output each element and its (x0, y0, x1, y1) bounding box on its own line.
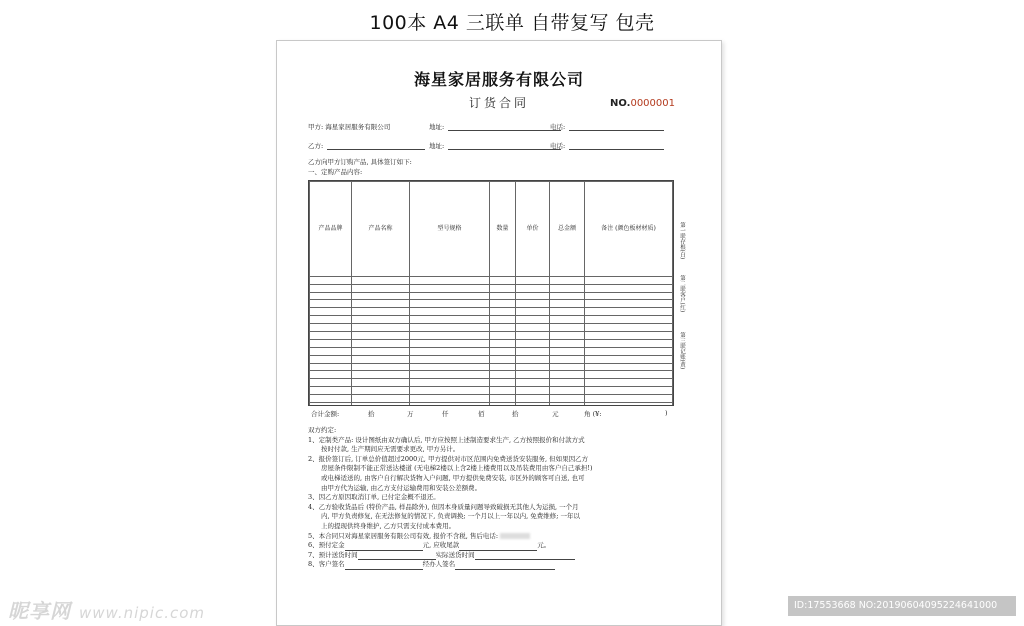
header-remarks: 备注 (颜色板材材质) (585, 182, 673, 277)
party-b-address: 地址: (429, 142, 561, 150)
table-cell (352, 387, 410, 395)
table-cell (410, 324, 490, 332)
header-qty: 数量 (490, 182, 516, 277)
after-sales-line: 5、本合同只对海星家居服务有限公司有效, 报价不含税, 售后电话: (308, 532, 680, 542)
table-cell (310, 395, 352, 403)
table-cell (310, 339, 352, 347)
table-cell (585, 308, 673, 316)
table-cell (516, 395, 550, 403)
table-cell (516, 339, 550, 347)
table-row (310, 355, 673, 363)
party-b-phone: 电话: (550, 142, 664, 150)
table-cell (310, 371, 352, 379)
table-cell (516, 371, 550, 379)
table-row (310, 324, 673, 332)
table-cell (410, 276, 490, 284)
table-cell (585, 379, 673, 387)
table-cell (310, 292, 352, 300)
table-cell (310, 332, 352, 340)
table-cell (516, 308, 550, 316)
table-cell (550, 387, 585, 395)
table-cell (352, 300, 410, 308)
contract-terms: 双方约定: 1、定制类产品: 设计图纸由双方确认后, 甲方应按照上述制造要求生产, 乙方按照报价和付款方式 按时付款, 生产期间应无需要求更改, 甲方另计。 2、报价签订后, 订单总价值超过2000元, 甲方提供对市区范围内免费送货安装服务, 但如果因乙方 房屋条件限制不能正常送达楼道 (无电梯2楼以上含2楼上楼费用以及吊装费用由客户自己承担!) 或电梯适送的, 由客户自行解决货物入户问题, 甲方提供免费安装, 市区外的顾客可自送, 也可 由甲方代为运输, 由乙方支付运输费用和安装公差额费。 3、因乙方原因取消订单, 已付定金概不退还。 4、乙方验收货品后 (特价产品, 样品除外), 但因本身质量问题导致破损无其他人为运损, 一个月 内, 甲方负责修复, 在无法修复的情况下, 负责调换; 一个月以上一年以内, 免费维修; 一年以 上的提现供终身维护, 乙方只需支付成本费用。 5、本合同只对海星家居服务有限公司有效, 报价不含税, 售后电话: 6、预付定金 元, 应收尾款 元。 7、预计送货时间 实际送货时间 8、客户签名 经办人签名 (308, 426, 680, 570)
delivery-line: 7、预计送货时间 实际送货时间 (308, 551, 680, 561)
table-cell (490, 371, 516, 379)
order-form-sheet (276, 40, 722, 626)
table-cell (516, 284, 550, 292)
table-cell (410, 308, 490, 316)
table-cell (550, 308, 585, 316)
table-cell (352, 284, 410, 292)
table-cell (410, 363, 490, 371)
table-cell (352, 332, 410, 340)
table-cell (550, 355, 585, 363)
table-cell (310, 308, 352, 316)
total-amount-row: 合计金额: 拾 万 仟 佰 拾 元 角 (¥: ) (308, 405, 674, 420)
table-cell (490, 332, 516, 340)
party-a-address: 地址: (429, 123, 561, 131)
table-cell (516, 316, 550, 324)
table-cell (585, 292, 673, 300)
table-cell (516, 387, 550, 395)
table-cell (516, 379, 550, 387)
table-cell (410, 292, 490, 300)
table-cell (410, 332, 490, 340)
table-row (310, 371, 673, 379)
watermark-id-bar: ID:17553668 NO:20190604095224641000 (788, 596, 1016, 616)
table-cell (490, 276, 516, 284)
table-cell (490, 284, 516, 292)
table-row (310, 284, 673, 292)
table-row (310, 363, 673, 371)
table-cell (585, 324, 673, 332)
table-cell (490, 363, 516, 371)
table-cell (352, 395, 410, 403)
table-cell (516, 355, 550, 363)
table-cell (585, 332, 673, 340)
table-cell (550, 379, 585, 387)
table-cell (585, 387, 673, 395)
table-cell (310, 300, 352, 308)
table-cell (352, 292, 410, 300)
table-cell (490, 316, 516, 324)
copy-label-1: 第一联存根(白) (679, 222, 685, 260)
table-cell (310, 347, 352, 355)
deposit-line: 6、预付定金 元, 应收尾款 元。 (308, 541, 551, 550)
intro-text: 乙方向甲方订购产品, 具体签订如下: (308, 158, 412, 166)
table-cell (550, 284, 585, 292)
header-name: 产品名称 (352, 182, 410, 277)
signature-line: 8、客户签名 经办人签名 (308, 560, 680, 570)
table-cell (310, 284, 352, 292)
table-cell (516, 300, 550, 308)
table-cell (550, 371, 585, 379)
table-cell (490, 347, 516, 355)
header-price: 单价 (516, 182, 550, 277)
table-row (310, 300, 673, 308)
table-cell (490, 379, 516, 387)
table-cell (410, 339, 490, 347)
table-cell (310, 387, 352, 395)
table-cell (410, 371, 490, 379)
table-cell (490, 300, 516, 308)
table-cell (585, 316, 673, 324)
header-total: 总金额 (550, 182, 585, 277)
product-banner: 100本 A4 三联单 自带复写 包壳 (369, 12, 655, 34)
section-heading: 一、定购产品内容: (308, 168, 363, 176)
table-cell (550, 332, 585, 340)
table-cell (550, 339, 585, 347)
table-cell (352, 308, 410, 316)
table-cell (410, 387, 490, 395)
watermark-logo: 昵享网 www.nipic.com (8, 599, 205, 623)
table-cell (352, 324, 410, 332)
table-cell (550, 347, 585, 355)
table-cell (550, 276, 585, 284)
table-cell (516, 324, 550, 332)
table-row (310, 276, 673, 284)
table-cell (352, 316, 410, 324)
table-cell (490, 339, 516, 347)
table-cell (516, 347, 550, 355)
table-cell (585, 363, 673, 371)
table-cell (585, 276, 673, 284)
table-cell (410, 355, 490, 363)
table-cell (410, 379, 490, 387)
table-row (310, 387, 673, 395)
table-cell (310, 276, 352, 284)
table-cell (550, 292, 585, 300)
party-a-row: 甲方: 海星家居服务有限公司 (308, 123, 391, 131)
table-cell (585, 300, 673, 308)
table-cell (516, 276, 550, 284)
table-cell (352, 276, 410, 284)
table-row (310, 347, 673, 355)
table-cell (550, 300, 585, 308)
order-table (308, 180, 674, 420)
table-cell (585, 355, 673, 363)
table-cell (410, 347, 490, 355)
table-cell (352, 339, 410, 347)
terms-title: 双方约定: (308, 426, 337, 434)
table-row (310, 395, 673, 403)
table-cell (585, 347, 673, 355)
party-b-row: 乙方: (308, 142, 425, 150)
table-cell (585, 339, 673, 347)
document-title: 订货合同 (468, 96, 529, 110)
party-a-phone: 电话: (550, 123, 664, 131)
table-cell (352, 379, 410, 387)
table-cell (490, 308, 516, 316)
table-cell (310, 324, 352, 332)
table-cell (490, 324, 516, 332)
table-cell (352, 371, 410, 379)
table-cell (410, 300, 490, 308)
table-cell (550, 316, 585, 324)
table-row (310, 292, 673, 300)
table-cell (490, 395, 516, 403)
table-cell (550, 324, 585, 332)
table-cell (352, 347, 410, 355)
table-header-row (310, 182, 673, 277)
table-cell (352, 363, 410, 371)
table-cell (490, 292, 516, 300)
table-cell (550, 395, 585, 403)
table-cell (310, 355, 352, 363)
table-cell (310, 316, 352, 324)
table-cell (490, 355, 516, 363)
table-cell (516, 363, 550, 371)
header-model: 型号规格 (410, 182, 490, 277)
table-cell (550, 363, 585, 371)
table-cell (310, 379, 352, 387)
table-cell (516, 332, 550, 340)
table-cell (410, 284, 490, 292)
table-cell (352, 355, 410, 363)
table-cell (585, 395, 673, 403)
table-cell (310, 363, 352, 371)
copy-label-2: 第二联客户(红) (679, 275, 685, 313)
table-cell (410, 316, 490, 324)
table-cell (585, 371, 673, 379)
copy-label-3: 第三联记账(黄) (679, 332, 685, 370)
table-row (310, 379, 673, 387)
company-name: 海星家居服务有限公司 (413, 70, 584, 89)
table-cell (585, 284, 673, 292)
table-row (310, 308, 673, 316)
table-row (310, 316, 673, 324)
table-row (310, 339, 673, 347)
blurred-phone (500, 533, 530, 539)
form-number: NO.0000001 (610, 98, 675, 109)
table-row (310, 332, 673, 340)
table-cell (490, 387, 516, 395)
table-cell (516, 292, 550, 300)
header-brand: 产品品牌 (310, 182, 352, 277)
table-cell (410, 395, 490, 403)
